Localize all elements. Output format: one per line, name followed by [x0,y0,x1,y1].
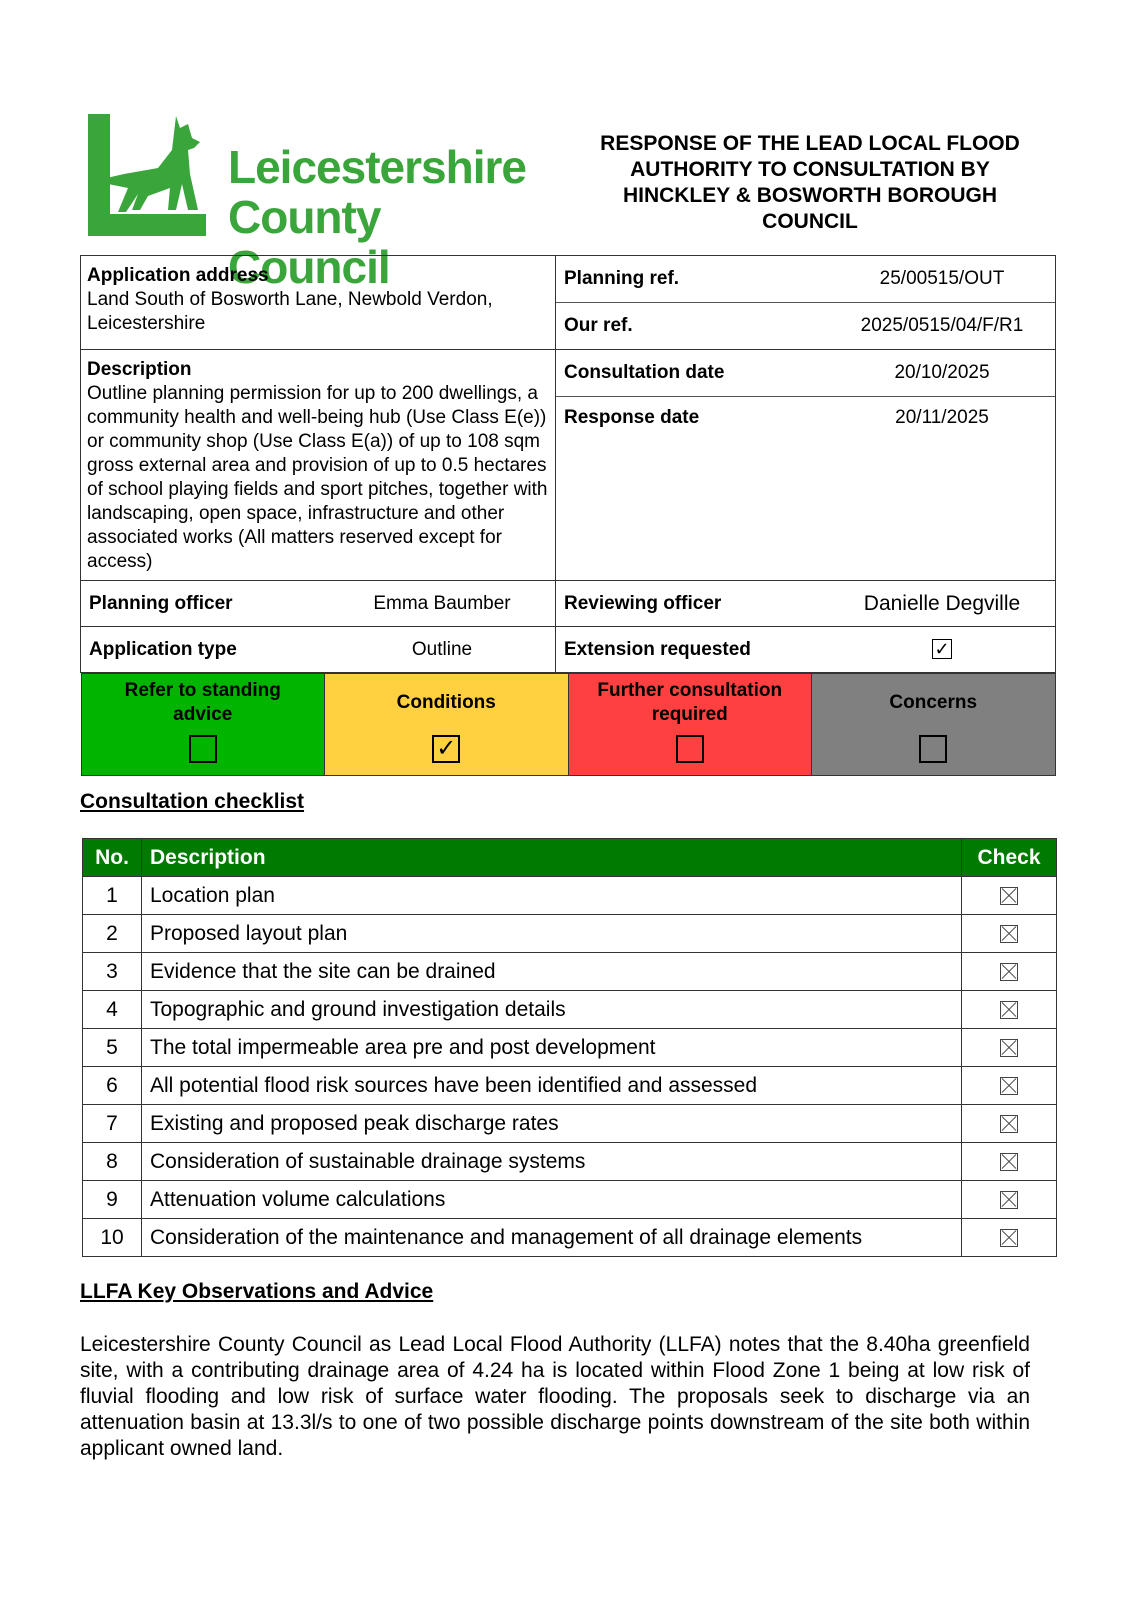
status-refer-standing-advice [82,674,325,775]
table-row [83,991,1057,1029]
status-checkbox[interactable]: ✓ [432,735,460,763]
description-cell [81,350,556,581]
status-checkbox[interactable] [676,735,704,763]
response-date-label: Response date [564,407,700,428]
row-number: 5 [83,1029,142,1067]
table-row [83,1219,1057,1257]
row-number: 3 [83,953,142,991]
status-label: Further consultation required [597,680,783,725]
checked-box-icon[interactable] [1000,1229,1018,1247]
observations-paragraph: Leicestershire County Council as Lead Local Flood Authority (LLFA) notes that the 8.40ha greenfield site, with a contributing drainage area of 4.24 ha is located within Flood Zone 1 being at low risk of fluvial flooding and low risk of surface water flooding. The proposals seek to discharge via an attenuation basin at 13.3l/s to one of two possible discharge points downstream of the site both within applicant owned land. [80,1333,1030,1460]
checklist-heading: Consultation checklist [80,790,305,813]
row-description: Topographic and ground investigation details [142,991,962,1029]
row-description: Attenuation volume calculations [142,1181,962,1219]
status-label: Conditions [396,692,496,713]
column-description: Description [142,839,962,877]
reviewing-officer-value: Danielle Degville [863,591,1021,615]
table-row [83,1105,1057,1143]
planning-officer-cell [81,581,556,627]
address-cell [81,256,556,350]
logo-line-2: County Council [228,191,390,293]
our-ref-row [556,303,1055,349]
application-type-cell [81,627,556,673]
status-further-consultation [568,674,812,775]
checklist-table [82,838,1057,1257]
row-description: Existing and proposed peak discharge rates [142,1105,962,1143]
table-row [83,1181,1057,1219]
address-value: Land South of Bosworth Lane, Newbold Verdon, Leicestershire [87,289,493,334]
row-description: Proposed layout plan [142,915,962,953]
address-label: Application address [87,265,269,286]
response-date-row [556,397,1055,453]
checked-box-icon[interactable] [1000,1191,1018,1209]
row-description: Evidence that the site can be drained [142,953,962,991]
checked-box-icon[interactable] [1000,1077,1018,1095]
row-number: 1 [83,877,142,915]
table-row [83,1143,1057,1181]
description-value: Outline planning permission for up to 200 dwellings, a community health and well-being hub (Use Class E(e)) or community shop (Use Class E(a)) of up to 108 sqm gross external area and provision of up to 0.5 hectares of school playing fields and sport pitches, together with landscaping, open space, infrastructure and other associated works (All matters reserved except for access) [87,383,548,572]
column-check: Check [962,839,1057,877]
checklist-header-row [83,839,1057,877]
column-no: No. [83,839,142,877]
fox-logo-icon [88,114,218,242]
status-checkbox[interactable] [189,735,217,763]
our-ref-value: 2025/0515/04/F/R1 [860,315,1024,336]
planning-ref-value: 25/00515/OUT [879,268,1005,289]
row-description: The total impermeable area pre and post development [142,1029,962,1067]
application-info-table [80,255,1056,776]
reviewing-officer-label: Reviewing officer [564,592,722,614]
checked-box-icon[interactable] [1000,1001,1018,1019]
status-label: Refer to standing advice [124,680,281,725]
row-number: 2 [83,915,142,953]
consultation-date-value: 20/10/2025 [894,362,990,383]
application-type-label: Application type [89,638,237,660]
application-type-value: Outline [411,638,473,660]
extension-requested-cell [556,627,1056,673]
checked-box-icon[interactable] [1000,925,1018,943]
observations-heading: LLFA Key Observations and Advice [80,1280,434,1303]
status-checkbox[interactable] [919,735,947,763]
checked-box-icon[interactable] [1000,963,1018,981]
row-description: Consideration of sustainable drainage systems [142,1143,962,1181]
row-number: 7 [83,1105,142,1143]
consultation-date-row [556,350,1055,397]
row-number: 10 [83,1219,142,1257]
document-title: RESPONSE OF THE LEAD LOCAL FLOOD AUTHORITY TO CONSULTATION BY HINCKLEY & BOSWORTH BOROUGH COUNCIL [600,132,1020,233]
our-ref-label: Our ref. [564,315,633,336]
row-description: Location plan [142,877,962,915]
table-row [83,953,1057,991]
status-label: Concerns [889,692,978,713]
planning-ref-row [556,256,1055,303]
refs-cell [556,256,1056,350]
planning-ref-label: Planning ref. [564,268,680,289]
table-row [83,877,1057,915]
extension-requested-label: Extension requested [564,638,751,660]
response-date-value: 20/11/2025 [895,407,989,428]
status-conditions [324,674,568,775]
table-row [83,1067,1057,1105]
row-description: All potential flood risk sources have been identified and assessed [142,1067,962,1105]
checked-box-icon[interactable] [1000,887,1018,905]
checked-box-icon[interactable] [1000,1153,1018,1171]
status-concerns [811,674,1055,775]
planning-officer-label: Planning officer [89,592,233,614]
row-description: Consideration of the maintenance and management of all drainage elements [142,1219,962,1257]
logo-line-1: Leicestershire [228,141,526,193]
table-row [83,1029,1057,1067]
reviewing-officer-cell [556,581,1056,627]
table-row [83,915,1057,953]
row-number: 4 [83,991,142,1029]
planning-officer-value: Emma Baumber [373,592,511,614]
row-number: 8 [83,1143,142,1181]
extension-requested-checkbox[interactable]: ✓ [932,639,952,659]
row-number: 6 [83,1067,142,1105]
dates-cell [556,350,1056,581]
description-label: Description [87,359,192,380]
checked-box-icon[interactable] [1000,1115,1018,1133]
consultation-date-label: Consultation date [564,362,725,383]
checked-box-icon[interactable] [1000,1039,1018,1057]
row-number: 9 [83,1181,142,1219]
